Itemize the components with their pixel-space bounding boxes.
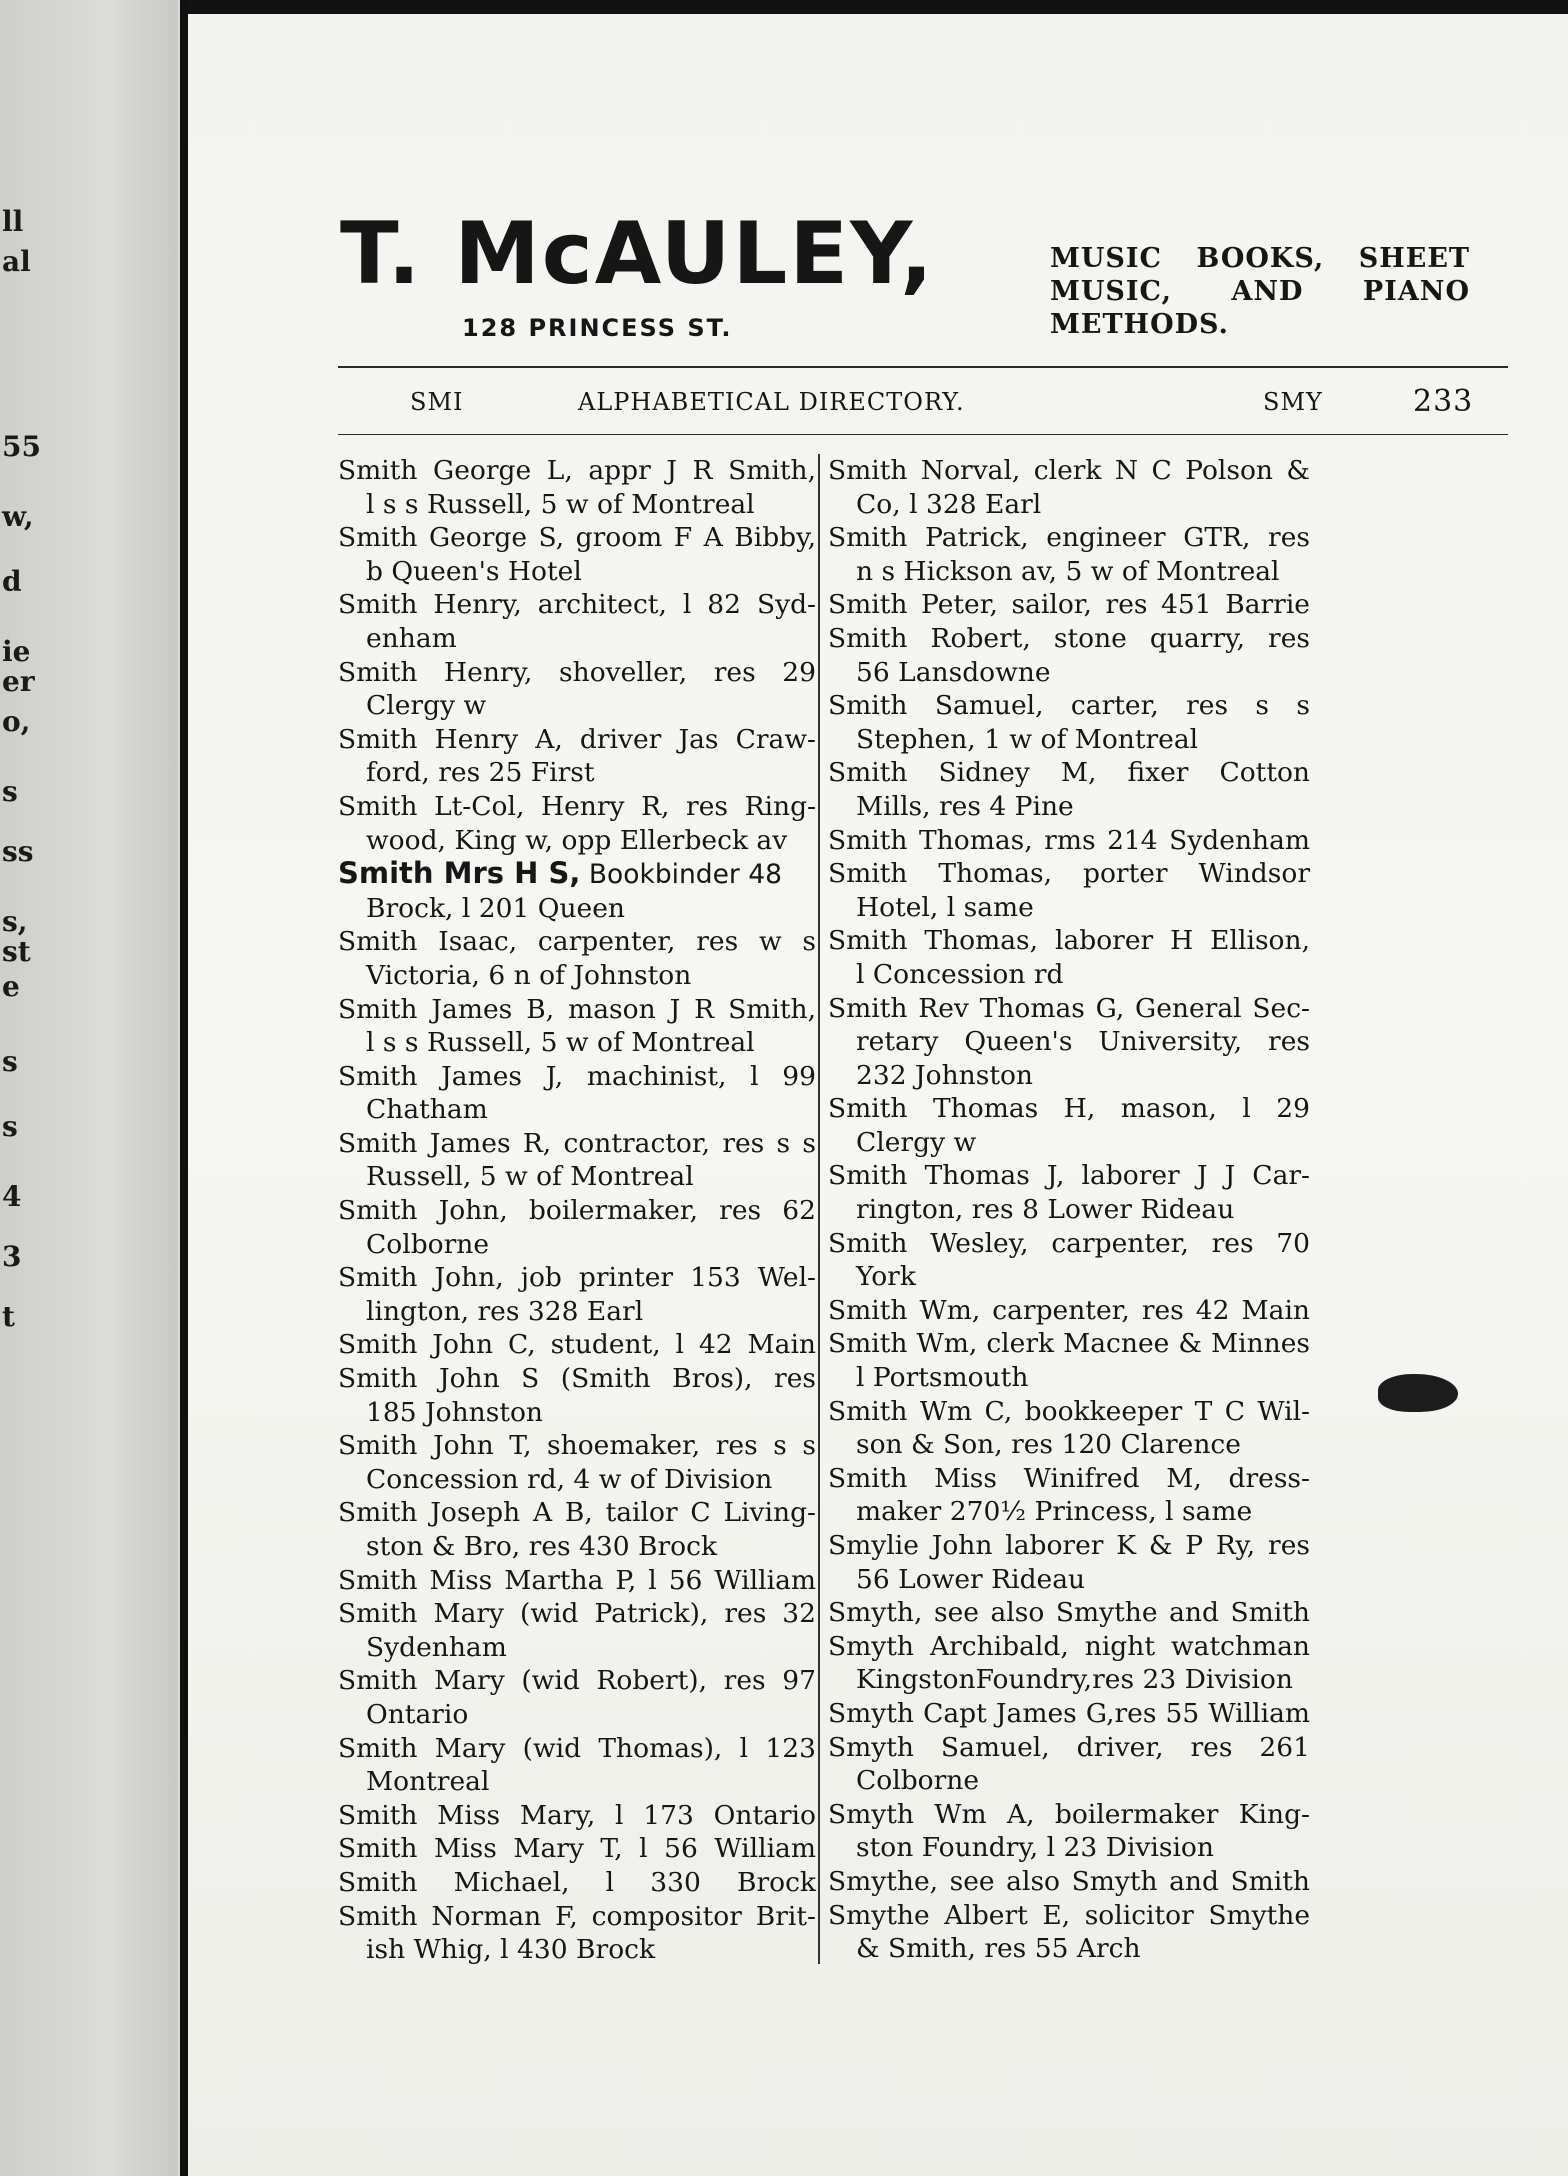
margin-fragment: ss <box>2 835 34 868</box>
directory-entry <box>828 1596 1310 1630</box>
entry-line: Smythe, see also Smyth and Smith <box>828 1865 1310 1897</box>
entry-continuation: Colborne <box>366 1228 490 1260</box>
running-head-right: SMY <box>1263 388 1323 416</box>
page-binding-edge <box>180 0 188 2176</box>
entry-continuation: KingstonFoundry,res 23 Division <box>856 1664 1293 1696</box>
entry-line: Smith Mary (wid Robert), res 97 <box>338 1665 816 1697</box>
directory-entry <box>338 1564 816 1598</box>
directory-entry <box>828 521 1310 588</box>
entry-line: Smith Henry, architect, l 82 Syd- <box>338 589 816 621</box>
entry-continuation: wood, King w, opp Ellerbeck av <box>366 824 788 856</box>
entry-continuation: son & Son, res 120 Clarence <box>856 1429 1241 1461</box>
directory-entry <box>828 1462 1310 1529</box>
entry-continuation: Clergy w <box>856 1126 977 1158</box>
entry-line: Smith John, boilermaker, res 62 <box>338 1195 816 1227</box>
entry-continuation: retary Queen's University, res <box>856 1026 1310 1058</box>
entry-continuation: Co, l 328 Earl <box>856 488 1042 520</box>
margin-fragment: d <box>2 565 22 598</box>
entry-line: Smyth Wm A, boilermaker King- <box>828 1798 1310 1830</box>
entry-continuation: l s s Russell, 5 w of Montreal <box>366 1027 755 1059</box>
directory-entry <box>338 1832 816 1866</box>
margin-fragment: 3 <box>2 1240 22 1273</box>
entry-line: Smith James B, mason J R Smith, <box>338 993 816 1025</box>
entry-continuation: Brock, l 201 Queen <box>366 892 625 924</box>
header-rule-bottom <box>338 434 1508 435</box>
directory-entry <box>828 1327 1310 1394</box>
directory-entry <box>338 1127 816 1194</box>
page-number: 233 <box>1413 384 1474 419</box>
entry-line: Smith Mary (wid Thomas), l 123 <box>338 1732 816 1764</box>
margin-fragment: 55 <box>2 430 41 463</box>
entry-line: Smyth Samuel, driver, res 261 <box>828 1731 1310 1763</box>
entry-line: Smith Thomas, laborer H Ellison, <box>828 925 1310 957</box>
entry-continuation: Russell, 5 w of Montreal <box>366 1161 694 1193</box>
entry-line: Smith Thomas H, mason, l 29 <box>828 1093 1310 1125</box>
entry-line: Smyth Capt James G,res 55 William <box>828 1697 1310 1729</box>
margin-fragment: w, <box>2 500 34 533</box>
entry-continuation: ston & Bro, res 430 Brock <box>366 1531 718 1562</box>
entry-continuation: l s s Russell, 5 w of Montreal <box>366 488 755 520</box>
header-rule-top <box>338 366 1508 368</box>
entry-line: Smyth Archibald, night watchman <box>828 1630 1310 1662</box>
entry-line: Smith Samuel, carter, res s s <box>828 690 1310 722</box>
directory-entry <box>828 588 1310 622</box>
entry-continuation: Stephen, 1 w of Montreal <box>856 723 1199 755</box>
entry-text: Bookbinder 48 <box>580 859 782 891</box>
running-head <box>338 376 1508 426</box>
entry-line: Smith John C, student, l 42 Main <box>338 1329 816 1361</box>
entry-continuation: maker 270½ Princess, l same <box>856 1496 1253 1528</box>
tagline-word: BOOKS, <box>1196 243 1325 274</box>
margin-fragment: s <box>2 1110 18 1143</box>
tagline-word: MUSIC, <box>1050 276 1172 307</box>
margin-fragment: er <box>2 665 35 698</box>
directory-entry <box>828 689 1310 756</box>
directory-entry <box>338 1900 816 1967</box>
entry-line: Smith Wm C, bookkeeper T C Wil- <box>828 1395 1310 1427</box>
entry-continuation: Mills, res 4 Pine <box>856 790 1074 822</box>
entry-line: Smith Wm, carpenter, res 42 Main <box>828 1294 1310 1326</box>
entry-line: Smyth, see also Smythe and Smith <box>828 1597 1310 1629</box>
entry-continuation: rington, res 8 Lower Rideau <box>856 1194 1235 1226</box>
margin-fragment: ie <box>2 635 31 668</box>
tagline-word: MUSIC <box>1050 243 1163 274</box>
directory-entry <box>338 1429 816 1496</box>
directory-entry <box>338 1194 816 1261</box>
entry-line: Smith Norval, clerk N C Polson & <box>828 455 1310 486</box>
entry-line: Smith Miss Winifred M, dress- <box>828 1462 1310 1494</box>
directory-entry <box>338 993 816 1060</box>
tagline-word: PIANO <box>1362 276 1470 307</box>
entry-continuation: l Concession rd <box>856 958 1064 990</box>
tagline-row <box>1050 242 1470 275</box>
directory-entry <box>828 1865 1310 1899</box>
entry-continuation: Clergy w <box>366 690 487 722</box>
entry-continuation: l Portsmouth <box>856 1362 1029 1394</box>
entry-continuation: n s Hickson av, 5 w of Montreal <box>856 555 1280 587</box>
directory-entry <box>828 1798 1310 1865</box>
margin-fragment: s <box>2 775 18 808</box>
directory-entry <box>338 1060 816 1127</box>
entry-line: Smith Rev Thomas G, General Sec- <box>828 992 1310 1024</box>
entry-line: Smith Isaac, carpenter, res w s <box>338 926 816 958</box>
advertisement-header <box>340 204 1510 364</box>
tagline-word: METHODS. <box>1050 309 1229 340</box>
entry-line: Smythe Albert E, solicitor Smythe <box>828 1899 1310 1931</box>
entry-continuation: York <box>856 1261 916 1293</box>
directory-entry <box>828 1731 1310 1798</box>
directory-entry <box>338 1496 816 1563</box>
directory-entry <box>338 1732 816 1799</box>
entry-continuation: ston Foundry, l 23 Division <box>856 1832 1214 1864</box>
entry-line: Smith Norman F, compositor Brit- <box>338 1900 816 1932</box>
page-top-edge <box>180 0 1568 14</box>
directory-page <box>188 14 1568 2176</box>
directory-entry <box>828 992 1310 1093</box>
entry-line: Smith Joseph A B, tailor C Living- <box>338 1497 816 1529</box>
margin-fragment: t <box>2 1300 15 1333</box>
margin-fragment: o, <box>2 705 31 738</box>
entry-line: Smith Miss Martha P, l 56 William <box>338 1564 816 1596</box>
directory-entry <box>338 656 816 723</box>
entry-continuation: Hotel, l same <box>856 891 1034 923</box>
entry-line: Smith Lt-Col, Henry R, res Ring- <box>338 790 816 822</box>
advertiser-address: 128 PRINCESS ST. <box>462 314 733 342</box>
entry-continuation: Colborne <box>856 1765 980 1797</box>
entry-line: Smith John S (Smith Bros), res <box>338 1363 816 1395</box>
directory-entry <box>828 1529 1310 1596</box>
entry-continuation: 185 Johnston <box>366 1396 543 1428</box>
entry-line: Smith Wesley, carpenter, res 70 <box>828 1227 1310 1259</box>
directory-entry <box>828 1697 1310 1731</box>
directory-entry <box>338 857 816 925</box>
directory-entry <box>828 1294 1310 1328</box>
tagline-row <box>1050 308 1470 341</box>
directory-entry <box>338 1664 816 1731</box>
entry-continuation: ford, res 25 First <box>366 757 595 789</box>
entry-line: Smith Robert, stone quarry, res <box>828 622 1310 654</box>
directory-entry <box>338 521 816 588</box>
entry-line: Smith Mary (wid Patrick), res 32 <box>338 1598 816 1630</box>
entry-continuation: Chatham <box>366 1094 488 1126</box>
entry-line: Smith Thomas, porter Windsor <box>828 858 1310 890</box>
directory-column-right <box>828 454 1310 1966</box>
entry-continuation: 56 Lansdowne <box>856 656 1051 688</box>
entry-line: Smith Peter, sailor, res 451 Barrie <box>828 589 1310 621</box>
directory-entry <box>338 1362 816 1429</box>
entry-continuation: 56 Lower Rideau <box>856 1563 1086 1595</box>
running-head-left: SMI <box>410 388 464 416</box>
column-divider <box>818 454 820 1964</box>
directory-entry <box>828 857 1310 924</box>
directory-entry <box>338 790 816 857</box>
directory-entry <box>338 723 816 790</box>
directory-entry <box>338 1866 816 1900</box>
margin-fragment: 4 <box>2 1180 22 1213</box>
entry-line: Smith Henry, shoveller, res 29 <box>338 656 816 688</box>
margin-fragment: ll <box>2 205 24 238</box>
directory-entry <box>828 454 1310 521</box>
entry-line <box>338 857 816 892</box>
margin-fragment: s <box>2 1045 18 1078</box>
directory-entry <box>828 622 1310 689</box>
entry-line: Smith John, job printer 153 Wel- <box>338 1262 816 1294</box>
adjacent-page-margin <box>0 0 178 2176</box>
margin-fragment: al <box>2 245 31 278</box>
directory-entry <box>338 454 816 521</box>
entry-continuation: lington, res 328 Earl <box>366 1295 644 1327</box>
margin-fragment: st <box>2 935 31 968</box>
entry-continuation: enham <box>366 622 457 654</box>
margin-fragment: s, <box>2 905 28 938</box>
entry-line: Smith Thomas J, laborer J J Car- <box>828 1160 1310 1192</box>
entry-continuation: 232 Johnston <box>856 1059 1033 1091</box>
directory-entry <box>338 1597 816 1664</box>
directory-entry <box>338 925 816 992</box>
entry-line: Smith Thomas, rms 214 Sydenham <box>828 824 1310 856</box>
directory-entry <box>338 588 816 655</box>
ink-smudge <box>1378 1374 1458 1412</box>
entry-continuation: Victoria, 6 n of Johnston <box>366 959 692 991</box>
entry-line: Smith James J, machinist, l 99 <box>338 1060 816 1092</box>
entry-line: Smith Sidney M, fixer Cotton <box>828 757 1310 789</box>
entry-line: Smith Michael, l 330 Brock <box>338 1866 816 1898</box>
directory-entry <box>828 1227 1310 1294</box>
directory-column-left <box>338 454 816 1967</box>
advertisement-tagline <box>1050 242 1470 341</box>
entry-line: Smith Miss Mary T, l 56 William <box>338 1833 816 1865</box>
entry-line: Smith Patrick, engineer GTR, res <box>828 522 1310 554</box>
entry-line: Smith Miss Mary, l 173 Ontario <box>338 1799 816 1831</box>
entry-name-bold: Smith Mrs H S, <box>338 856 581 891</box>
entry-continuation: ish Whig, l 430 Brock <box>366 1934 656 1966</box>
directory-entry <box>828 756 1310 823</box>
tagline-row <box>1050 275 1470 308</box>
directory-entry <box>828 1395 1310 1462</box>
directory-entry <box>828 1630 1310 1697</box>
entry-continuation: Sydenham <box>366 1631 507 1663</box>
entry-line: Smith James R, contractor, res s s <box>338 1127 816 1159</box>
tagline-word: SHEET <box>1358 243 1470 274</box>
directory-entry <box>338 1328 816 1362</box>
advertiser-name: T. McAULEY, <box>340 204 935 304</box>
tagline-word: AND <box>1231 276 1304 307</box>
directory-entry <box>828 1899 1310 1966</box>
entry-continuation: Concession rd, 4 w of Division <box>366 1463 773 1495</box>
entry-continuation: Montreal <box>366 1766 490 1798</box>
directory-entry <box>338 1261 816 1328</box>
entry-line: Smith George L, appr J R Smith, <box>338 455 816 486</box>
running-head-title: ALPHABETICAL DIRECTORY. <box>578 388 965 416</box>
directory-entry <box>828 1092 1310 1159</box>
entry-continuation: & Smith, res 55 Arch <box>856 1933 1141 1965</box>
entry-line: Smylie John laborer K & P Ry, res <box>828 1530 1310 1561</box>
directory-entry <box>828 924 1310 991</box>
entry-line: Smith George S, groom F A Bibby, <box>338 522 816 554</box>
directory-entry <box>828 824 1310 858</box>
directory-entry <box>828 1159 1310 1226</box>
entry-continuation: Ontario <box>366 1698 469 1730</box>
entry-line: Smith Wm, clerk Macnee & Minnes <box>828 1328 1310 1360</box>
directory-entry <box>338 1799 816 1833</box>
entry-continuation: b Queen's Hotel <box>366 555 582 587</box>
entry-line: Smith John T, shoemaker, res s s <box>338 1430 816 1462</box>
margin-fragment: e <box>2 970 20 1003</box>
entry-line: Smith Henry A, driver Jas Craw- <box>338 723 816 755</box>
